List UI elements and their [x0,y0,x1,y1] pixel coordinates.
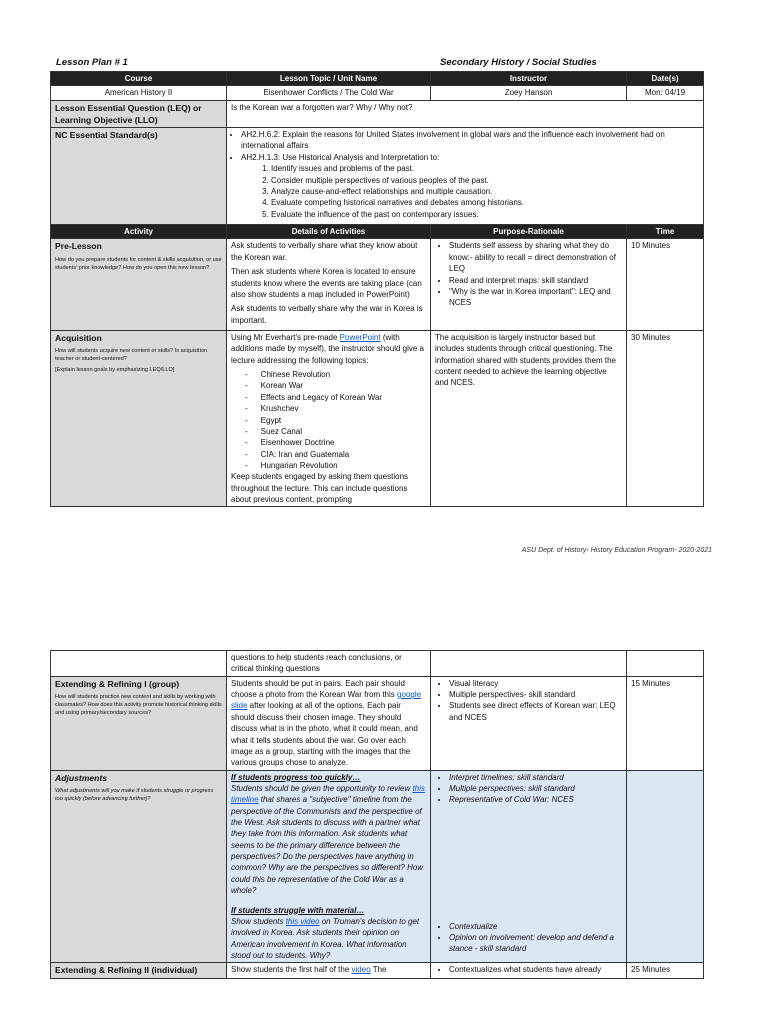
pre-lesson-prompt: How do you prepare students for content & skills acquisition, or use students' prior knowledge? How do you open this new lesson? [55,256,222,271]
extending-2-details: Show students the first half of the video The [227,963,431,978]
struggle-heading: If students struggle with material… [231,905,365,915]
nc-item: 4. Evaluate competing historical narratives and debates among historians. [271,197,699,208]
video-link[interactable]: this video [285,916,320,926]
acquisition-purpose: The acquisition is largely instructor based but includes students through critical questioning. The information shared with students provides them the content needed to achieve the learning objective and NCES. [431,331,627,507]
acquisition-prompt-2: [Explain lesson goals by emphasizing LEQ/LLO] [55,367,175,374]
adjustments-details: If students progress too quickly… Students should be given the opportunity to review this timeline that shares a "subjective" timeline from the perspective of the Communists and the perspective of the West. Ask students to discuss with a partner what they take from this information. Ask students what seems to be the primary difference between the perspectives? Do the perspectives have anything in common? Why are the perspectives so different? How could this be representative of the Cold War as a whole? If students struggle with material… Show students this video on Truman's decision to get involved in Korea. Ask students their opinion on American involvement in Korea. What information stood out to students. Why? [227,770,431,963]
leq-text: Is the Korean war a forgotten war? Why / Why not? [227,100,704,127]
continuation-row [51,651,704,677]
pre-lesson-details: Ask students to verbally share what they know about the Korean war. Then ask students where Korea is located to ensure students know where the events are taking place (can also show students a map included in PowerPoint) Ask students to verbally share why the war in Korea is important. [227,239,431,331]
extending-1-prompt: How will students practice new content and skills by working with classmates? How does this activity promote historical thinking skills and using primary/secondary sources? [55,693,222,717]
col-activity: Activity [51,225,227,239]
leq-label: Lesson Essential Question (LEQ) or Learning Objective (LLO) [55,102,202,125]
nc-item: 1. Identify issues and problems of the past. [271,163,699,174]
nc-item: 5. Evaluate the influence of the past on contemporary issues. [271,209,699,220]
google-slide-link[interactable]: google slide [231,690,422,711]
video-link-2[interactable]: video [351,965,371,975]
adjustments-label: Adjustments [55,772,108,783]
topic-value: Eisenhower Conflicts / The Cold War [227,86,431,100]
extending-2-label: Extending & Refining II (individual) [55,965,198,976]
course-value: American History II [51,86,227,100]
instructor-value: Zoey Hanson [431,86,627,100]
extending-refining-2-row [51,963,704,978]
col-instructor: Instructor [431,72,627,86]
nc-item: 2. Consider multiple perspectives of various peoples of the past. [271,175,699,186]
extending-2-purpose: • Contextualizes what students have already [431,963,627,978]
lesson-plan-table-continued [50,650,704,979]
col-dates: Date(s) [627,72,704,86]
lesson-plan-number: Lesson Plan # 1 [56,57,128,68]
extending-1-label: Extending & Refining I (group) [55,678,180,689]
progress-too-quickly-heading: If students progress too quickly… [231,772,361,782]
acquisition-label: Acquisition [55,333,102,343]
col-topic: Lesson Topic / Unit Name [227,72,431,86]
nc-standard-row [51,128,704,225]
adjustments-purpose: • Interpret timelines: skill standard • Multiple perspectives: skill standard • Representative of Cold War: NCES • Contextualize • Opinion on involvement: develop and defend a stance - skill standard [431,770,627,963]
acquisition-details: Using Mr Everhart's pre-made PowerPoint (with additions made by myself), the instructor should give a lecture addressing the following topics: - Chinese Revolution - Korean War - Effects and Legacy of Korean War - Krushchev - Egypt - Suez Canal - Eisenhower Doctrine - CIA: Iran and Guatemala - Hungarian Revolution Keep students engaged by asking them questions throughout the lecture. This can include questions about previous content, prompting [227,331,431,507]
pre-lesson-label: Pre-Lesson [55,241,102,252]
extending-1-purpose: • Visual literacy • Multiple perspectives- skill standard • Students see direct effects of Korean war: LEQ and NCES [431,676,627,770]
timeline-link[interactable]: this timeline [231,783,425,805]
continuation-text: questions to help students reach conclusions, or critical thinking questions [227,651,431,677]
acquisition-row [51,331,704,507]
page-footer: ASU Dept. of History- History Education Program- 2020-2021 [521,547,712,554]
pre-lesson-time: 10 Minutes [627,239,704,331]
extending-2-time: 25 Minutes [627,963,704,978]
col-time: Time [627,225,704,239]
nc-standard-1: • AH2.H.6.2: Explain the reasons for United States involvement in global wars and the influence each involvement had on international affairs [241,129,699,152]
topic-list: - Chinese Revolution - Korean War - Effects and Legacy of Korean War - Krushchev - Egypt - Suez Canal - Eisenhower Doctrine - CIA: Iran and Guatemala - Hungarian Revolution [231,369,426,471]
nc-item: 3. Analyze cause-and-effect relationships and multiple causation. [271,186,699,197]
pre-lesson-purpose: • Students self assess by sharing what they do know:- ability to recall = direct demonstration of LEQ • Read and interpret maps: skill standard • "Why is the war in Korea important": LEQ and NCES [431,239,627,331]
pre-lesson-row [51,239,704,331]
extending-1-time: 15 Minutes [627,676,704,770]
col-course: Course [51,72,227,86]
nc-label: NC Essential Standard(s) [55,130,158,141]
extending-refining-1-row [51,676,704,770]
date-value: Mon: 04/19 [627,86,704,100]
activity-header-row [51,225,704,239]
col-details: Details of Activities [227,225,431,239]
leq-row [51,100,704,127]
top-values-row [51,86,704,100]
lesson-plan-table [50,71,704,507]
subject-heading: Secondary History / Social Studies [440,57,597,68]
col-purpose: Purpose-Rationale [431,225,627,239]
page-header [56,57,706,71]
acquisition-prompt: How will students acquire new content or skills? Is acquisition teacher or student-centered? [55,348,208,363]
nc-content [227,128,704,225]
acquisition-time: 30 Minutes [627,331,704,507]
extending-1-details: Students should be put in pairs. Each pair should choose a photo from the Korean War from this google slide after looking at all of the options. Each pair should discuss their chosen image. They should discuss what is in the photo, what it could mean, and what it tells students about the war. Go over each image as a group, starting with the images that the various groups chose to analyze. [227,676,431,770]
adjustments-prompt: What adjustments will you make if students struggle or progress too quickly (before advancing further)? [55,787,214,802]
nc-standard-2: • AH2.H.1.3: Use Historical Analysis and Interpretation to: [241,152,699,163]
powerpoint-link[interactable]: PowerPoint [339,333,381,342]
top-header-row [51,72,704,86]
adjustments-row [51,770,704,963]
